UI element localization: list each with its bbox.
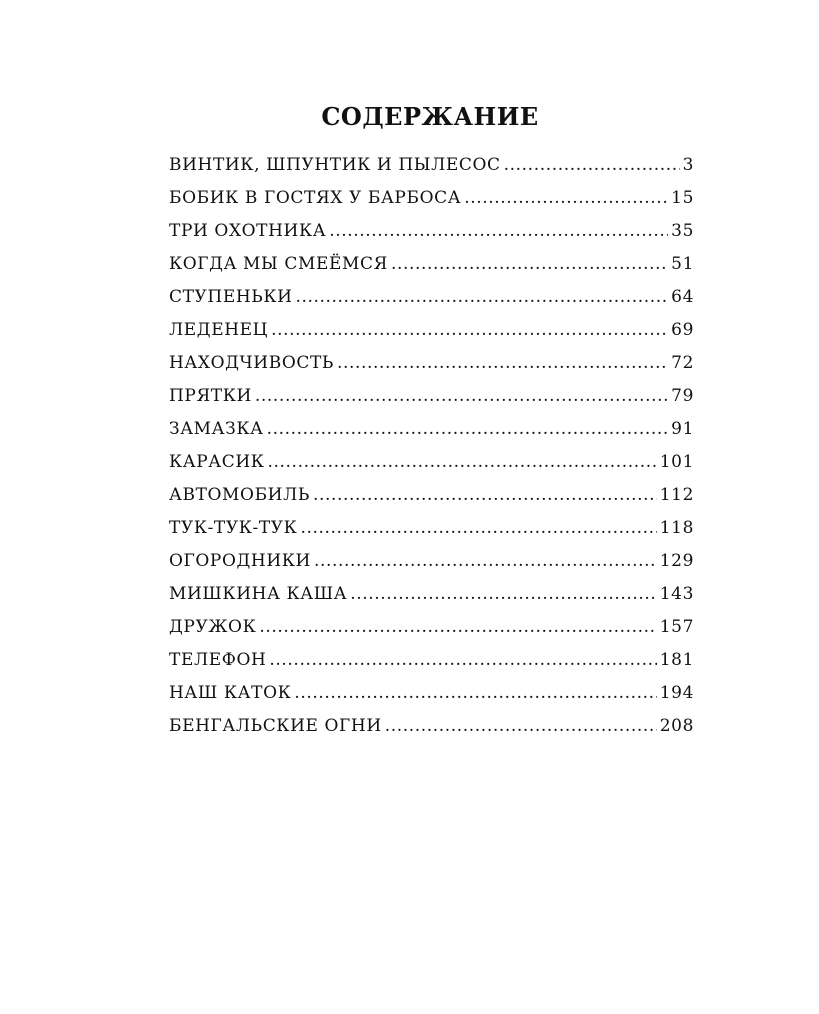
toc-entry-page-number: 112 [659, 485, 694, 505]
toc-entry-title: ТЕЛЕФОН [169, 650, 267, 670]
dot-leader [313, 485, 657, 505]
toc-entry [169, 485, 694, 518]
toc-entry-title: ПРЯТКИ [169, 386, 252, 406]
toc-entry-title: СТУПЕНЬКИ [169, 287, 293, 307]
dot-leader [294, 683, 656, 703]
toc-entry [169, 386, 694, 419]
dot-leader [329, 221, 668, 241]
toc-entry-page-number: 79 [671, 386, 694, 406]
dot-leader [268, 452, 657, 472]
toc-entry-title: КАРАСИК [169, 452, 265, 472]
toc-entry-title: БЕНГАЛЬСКИЕ ОГНИ [169, 716, 382, 736]
toc-entry-page-number: 101 [659, 452, 694, 472]
table-of-contents [169, 155, 694, 749]
dot-leader [267, 419, 669, 439]
toc-entry-title: НАШ КАТОК [169, 683, 292, 703]
toc-entry [169, 650, 694, 683]
toc-entry [169, 155, 694, 188]
toc-entry-title: ТУК-ТУК-ТУК [169, 518, 298, 538]
dot-leader [259, 617, 656, 637]
toc-entry [169, 254, 694, 287]
dot-leader [271, 320, 668, 340]
dot-leader [314, 551, 657, 571]
toc-entry-page-number: 72 [671, 353, 694, 373]
toc-entry-page-number: 51 [671, 254, 694, 274]
toc-entry-page-number: 157 [659, 617, 694, 637]
toc-entry-title: БОБИК В ГОСТЯХ У БАРБОСА [169, 188, 462, 208]
toc-entry-title: НАХОДЧИВОСТЬ [169, 353, 334, 373]
dot-leader [300, 518, 656, 538]
toc-entry-page-number: 208 [659, 716, 694, 736]
toc-entry [169, 320, 694, 353]
toc-entry [169, 221, 694, 254]
toc-entry-page-number: 129 [659, 551, 694, 571]
toc-entry [169, 551, 694, 584]
toc-entry-title: ЛЕДЕНЕЦ [169, 320, 269, 340]
dot-leader [385, 716, 657, 736]
toc-entry-title: ОГОРОДНИКИ [169, 551, 311, 571]
toc-entry-page-number: 118 [659, 518, 694, 538]
dot-leader [464, 188, 668, 208]
toc-entry-title: ТРИ ОХОТНИКА [169, 221, 327, 241]
dot-leader [350, 584, 657, 604]
toc-entry-title: ВИНТИК, ШПУНТИК И ПЫЛЕСОС [169, 155, 501, 175]
toc-entry-page-number: 69 [671, 320, 694, 340]
toc-entry-page-number: 181 [659, 650, 694, 670]
toc-entry-page-number: 35 [671, 221, 694, 241]
toc-entry-page-number: 143 [659, 584, 694, 604]
dot-leader [296, 287, 669, 307]
toc-entry [169, 716, 694, 749]
toc-entry [169, 518, 694, 551]
toc-entry-page-number: 3 [682, 155, 694, 175]
toc-entry [169, 452, 694, 485]
toc-entry [169, 188, 694, 221]
toc-entry [169, 617, 694, 650]
toc-entry-page-number: 64 [671, 287, 694, 307]
dot-leader [504, 155, 680, 175]
toc-entry-title: ЗАМАЗКА [169, 419, 264, 439]
toc-entry-title: МИШКИНА КАША [169, 584, 348, 604]
toc-entry-page-number: 194 [659, 683, 694, 703]
dot-leader [269, 650, 656, 670]
toc-entry [169, 353, 694, 386]
toc-entry-title: ДРУЖОК [169, 617, 257, 637]
toc-entry-page-number: 15 [671, 188, 694, 208]
dot-leader [337, 353, 668, 373]
toc-entry-title: АВТОМОБИЛЬ [169, 485, 310, 505]
toc-entry [169, 683, 694, 716]
toc-entry-page-number: 91 [671, 419, 694, 439]
toc-entry-title: КОГДА МЫ СМЕЁМСЯ [169, 254, 388, 274]
dot-leader [255, 386, 668, 406]
toc-entry [169, 287, 694, 320]
dot-leader [391, 254, 668, 274]
page-title: СОДЕРЖАНИЕ [321, 102, 539, 132]
toc-entry [169, 419, 694, 452]
toc-entry [169, 584, 694, 617]
